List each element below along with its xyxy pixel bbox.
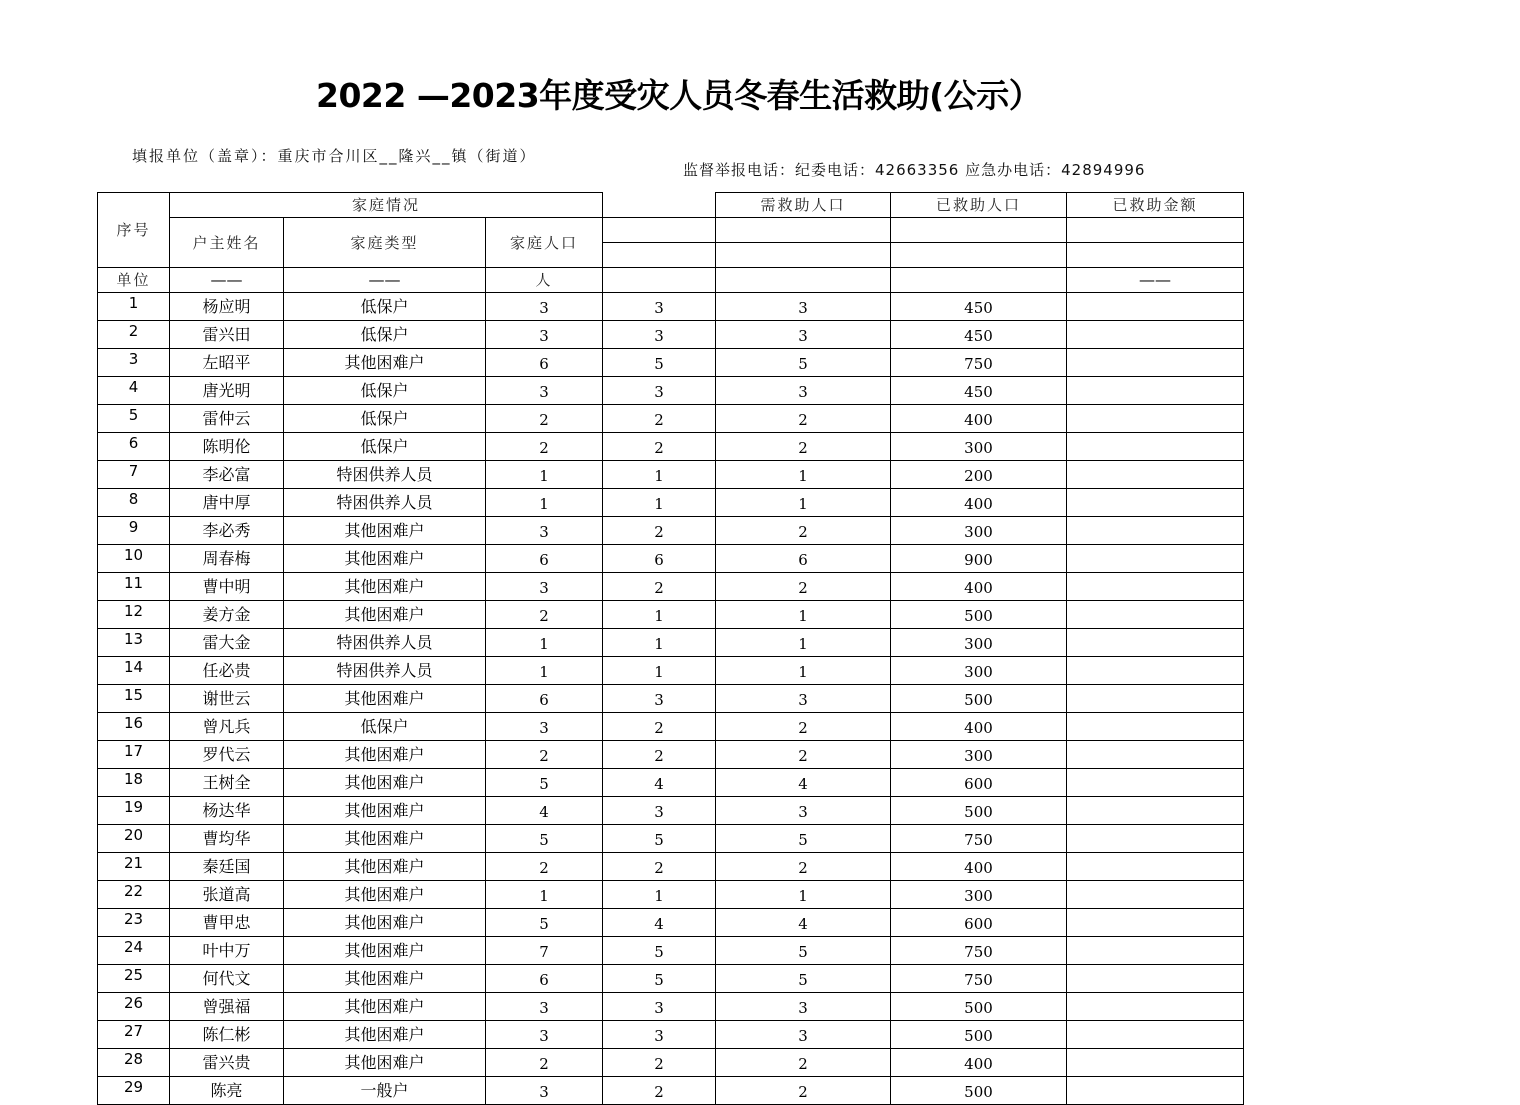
cell-need-aid-pop: 2	[603, 713, 716, 741]
cell-family-pop: 2	[486, 433, 603, 461]
cell-aided-amount: 500	[891, 1077, 1067, 1105]
cell-aided-pop: 3	[716, 377, 891, 405]
cell-aided-amount: 300	[891, 629, 1067, 657]
cell-aided-pop: 4	[716, 769, 891, 797]
cell-no: 4	[98, 377, 170, 405]
cell-aided-pop: 5	[716, 965, 891, 993]
cell-no: 5	[98, 405, 170, 433]
header-empty-cell	[603, 218, 716, 243]
cell-aided-pop: 2	[716, 1077, 891, 1105]
cell-family-type: 低保户	[284, 321, 486, 349]
cell-aided-pop: 5	[716, 349, 891, 377]
unit-row-type: ——	[284, 268, 486, 293]
table-row	[98, 769, 1244, 797]
cell-no: 6	[98, 433, 170, 461]
cell-family-type: 低保户	[284, 433, 486, 461]
table-row	[98, 881, 1244, 909]
cell-head-name: 雷仲云	[170, 405, 284, 433]
cell-blank	[1067, 349, 1244, 377]
cell-family-pop: 3	[486, 321, 603, 349]
cell-family-pop: 1	[486, 881, 603, 909]
cell-family-pop: 2	[486, 601, 603, 629]
cell-aided-amount: 500	[891, 685, 1067, 713]
cell-aided-amount: 400	[891, 713, 1067, 741]
cell-need-aid-pop: 1	[603, 489, 716, 517]
table-row	[98, 321, 1244, 349]
table-row	[98, 797, 1244, 825]
table-row	[98, 713, 1244, 741]
header-empty-cell	[891, 218, 1067, 243]
cell-family-pop: 1	[486, 461, 603, 489]
cell-family-pop: 3	[486, 293, 603, 321]
cell-aided-pop: 2	[716, 405, 891, 433]
cell-no: 25	[98, 965, 170, 993]
cell-head-name: 唐中厚	[170, 489, 284, 517]
cell-family-pop: 5	[486, 909, 603, 937]
cell-head-name: 任必贵	[170, 657, 284, 685]
cell-need-aid-pop: 2	[603, 433, 716, 461]
header-empty-cell	[716, 218, 891, 243]
cell-aided-pop: 4	[716, 909, 891, 937]
unit-row-label: 单位	[98, 268, 170, 293]
cell-head-name: 杨达华	[170, 797, 284, 825]
table-row	[98, 433, 1244, 461]
cell-need-aid-pop: 6	[603, 545, 716, 573]
cell-family-type: 其他困难户	[284, 797, 486, 825]
table-row	[98, 993, 1244, 1021]
table-row	[98, 741, 1244, 769]
cell-aided-amount: 300	[891, 741, 1067, 769]
cell-no: 7	[98, 461, 170, 489]
cell-aided-pop: 5	[716, 937, 891, 965]
cell-family-type: 其他困难户	[284, 853, 486, 881]
cell-aided-pop: 2	[716, 853, 891, 881]
cell-family-type: 其他困难户	[284, 937, 486, 965]
cell-family-pop: 3	[486, 573, 603, 601]
cell-family-type: 其他困难户	[284, 769, 486, 797]
cell-aided-pop: 3	[716, 1021, 891, 1049]
cell-blank	[1067, 433, 1244, 461]
cell-need-aid-pop: 2	[603, 405, 716, 433]
cell-head-name: 叶中万	[170, 937, 284, 965]
cell-family-pop: 2	[486, 405, 603, 433]
table-row	[98, 965, 1244, 993]
cell-no: 17	[98, 741, 170, 769]
cell-blank	[1067, 657, 1244, 685]
cell-need-aid-pop: 2	[603, 517, 716, 545]
cell-no: 27	[98, 1021, 170, 1049]
cell-family-type: 其他困难户	[284, 881, 486, 909]
cell-no: 20	[98, 825, 170, 853]
cell-no: 26	[98, 993, 170, 1021]
cell-head-name: 雷兴田	[170, 321, 284, 349]
cell-aided-pop: 1	[716, 657, 891, 685]
cell-aided-pop: 2	[716, 573, 891, 601]
cell-blank	[1067, 321, 1244, 349]
cell-aided-amount: 600	[891, 769, 1067, 797]
cell-head-name: 何代文	[170, 965, 284, 993]
cell-family-pop: 3	[486, 517, 603, 545]
cell-need-aid-pop: 2	[603, 573, 716, 601]
cell-aided-amount: 750	[891, 965, 1067, 993]
cell-blank	[1067, 461, 1244, 489]
cell-aided-pop: 2	[716, 741, 891, 769]
cell-head-name: 曾凡兵	[170, 713, 284, 741]
cell-aided-pop: 3	[716, 993, 891, 1021]
cell-blank	[1067, 853, 1244, 881]
cell-no: 8	[98, 489, 170, 517]
cell-need-aid-pop: 2	[603, 853, 716, 881]
table-row	[98, 629, 1244, 657]
cell-aided-amount: 400	[891, 489, 1067, 517]
cell-no: 16	[98, 713, 170, 741]
cell-aided-amount: 450	[891, 321, 1067, 349]
cell-aided-amount: 500	[891, 797, 1067, 825]
cell-need-aid-pop: 1	[603, 657, 716, 685]
filler-unit: 填报单位（盖章）：重庆市合川区__隆兴__镇（街道）	[132, 147, 537, 165]
cell-aided-amount: 300	[891, 517, 1067, 545]
header-family-pop: 家庭人口	[486, 218, 603, 268]
table-row	[98, 517, 1244, 545]
cell-family-pop: 5	[486, 825, 603, 853]
table-row	[98, 1077, 1244, 1105]
cell-aided-amount: 300	[891, 657, 1067, 685]
header-aided-amount: 已救助金额	[1067, 193, 1244, 218]
cell-head-name: 秦廷国	[170, 853, 284, 881]
cell-blank	[1067, 293, 1244, 321]
cell-no: 11	[98, 573, 170, 601]
cell-blank	[1067, 881, 1244, 909]
cell-aided-pop: 3	[716, 685, 891, 713]
table-row	[98, 349, 1244, 377]
cell-blank	[1067, 1049, 1244, 1077]
cell-need-aid-pop: 4	[603, 909, 716, 937]
unit-row-empty	[603, 268, 716, 293]
cell-family-type: 低保户	[284, 293, 486, 321]
header-seq: 序号	[98, 193, 170, 268]
cell-blank	[1067, 769, 1244, 797]
unit-row-amount: ——	[1067, 268, 1244, 293]
cell-no: 28	[98, 1049, 170, 1077]
cell-no: 9	[98, 517, 170, 545]
cell-no: 1	[98, 293, 170, 321]
cell-blank	[1067, 573, 1244, 601]
cell-head-name: 曾强福	[170, 993, 284, 1021]
cell-aided-pop: 1	[716, 601, 891, 629]
cell-blank	[1067, 685, 1244, 713]
cell-family-type: 其他困难户	[284, 965, 486, 993]
cell-aided-pop: 5	[716, 825, 891, 853]
cell-blank	[1067, 601, 1244, 629]
cell-head-name: 谢世云	[170, 685, 284, 713]
cell-family-pop: 3	[486, 1021, 603, 1049]
cell-family-type: 低保户	[284, 405, 486, 433]
table-row	[98, 853, 1244, 881]
unit-row-empty	[716, 268, 891, 293]
header-empty-cell	[603, 243, 716, 268]
cell-need-aid-pop: 4	[603, 769, 716, 797]
table-row	[98, 1021, 1244, 1049]
cell-head-name: 曹中明	[170, 573, 284, 601]
cell-family-type: 其他困难户	[284, 601, 486, 629]
cell-need-aid-pop: 5	[603, 937, 716, 965]
cell-family-pop: 3	[486, 1077, 603, 1105]
cell-aided-amount: 500	[891, 601, 1067, 629]
cell-aided-amount: 750	[891, 937, 1067, 965]
cell-family-pop: 6	[486, 349, 603, 377]
cell-aided-amount: 450	[891, 377, 1067, 405]
cell-need-aid-pop: 2	[603, 1077, 716, 1105]
cell-family-pop: 3	[486, 993, 603, 1021]
cell-family-type: 低保户	[284, 377, 486, 405]
cell-aided-pop: 3	[716, 797, 891, 825]
table-row	[98, 601, 1244, 629]
header-head-name: 户主姓名	[170, 218, 284, 268]
cell-no: 15	[98, 685, 170, 713]
cell-need-aid-pop: 3	[603, 993, 716, 1021]
cell-blank	[1067, 993, 1244, 1021]
cell-aided-pop: 1	[716, 629, 891, 657]
header-empty-cell	[1067, 243, 1244, 268]
cell-no: 24	[98, 937, 170, 965]
cell-family-type: 其他困难户	[284, 349, 486, 377]
cell-no: 18	[98, 769, 170, 797]
cell-blank	[1067, 1021, 1244, 1049]
cell-blank	[1067, 797, 1244, 825]
cell-head-name: 罗代云	[170, 741, 284, 769]
cell-family-type: 其他困难户	[284, 573, 486, 601]
cell-family-type: 低保户	[284, 713, 486, 741]
cell-blank	[1067, 545, 1244, 573]
table-row	[98, 405, 1244, 433]
cell-need-aid-pop: 1	[603, 461, 716, 489]
cell-blank	[1067, 909, 1244, 937]
cell-blank	[1067, 741, 1244, 769]
cell-family-type: 其他困难户	[284, 993, 486, 1021]
cell-need-aid-pop: 1	[603, 601, 716, 629]
cell-head-name: 杨应明	[170, 293, 284, 321]
table-row	[98, 1049, 1244, 1077]
table-row	[98, 825, 1244, 853]
cell-family-type: 其他困难户	[284, 1049, 486, 1077]
cell-family-type: 其他困难户	[284, 1021, 486, 1049]
cell-aided-pop: 2	[716, 517, 891, 545]
cell-blank	[1067, 405, 1244, 433]
header-aided-pop: 已救助人口	[891, 193, 1067, 218]
cell-family-pop: 4	[486, 797, 603, 825]
cell-aided-pop: 1	[716, 461, 891, 489]
cell-family-type: 一般户	[284, 1077, 486, 1105]
cell-need-aid-pop: 3	[603, 293, 716, 321]
cell-head-name: 陈明伦	[170, 433, 284, 461]
table-row	[98, 293, 1244, 321]
cell-head-name: 雷兴贵	[170, 1049, 284, 1077]
cell-family-pop: 7	[486, 937, 603, 965]
cell-no: 10	[98, 545, 170, 573]
cell-aided-amount: 400	[891, 853, 1067, 881]
cell-no: 14	[98, 657, 170, 685]
cell-blank	[1067, 377, 1244, 405]
cell-family-pop: 6	[486, 685, 603, 713]
cell-aided-amount: 200	[891, 461, 1067, 489]
cell-need-aid-pop: 5	[603, 825, 716, 853]
cell-aided-amount: 300	[891, 433, 1067, 461]
cell-family-pop: 6	[486, 545, 603, 573]
table-row	[98, 937, 1244, 965]
unit-row-pop: 人	[486, 268, 603, 293]
cell-aided-amount: 450	[891, 293, 1067, 321]
cell-blank	[1067, 825, 1244, 853]
cell-family-type: 特困供养人员	[284, 461, 486, 489]
cell-head-name: 左昭平	[170, 349, 284, 377]
header-empty-cell	[891, 243, 1067, 268]
cell-aided-amount: 750	[891, 349, 1067, 377]
cell-family-type: 特困供养人员	[284, 629, 486, 657]
cell-blank	[1067, 965, 1244, 993]
cell-family-pop: 1	[486, 489, 603, 517]
table-row	[98, 657, 1244, 685]
cell-no: 21	[98, 853, 170, 881]
cell-family-pop: 3	[486, 713, 603, 741]
cell-head-name: 姜方金	[170, 601, 284, 629]
hotline-info: 监督举报电话：纪委电话：42663356 应急办电话：42894996	[683, 161, 1146, 179]
cell-aided-pop: 6	[716, 545, 891, 573]
cell-aided-pop: 1	[716, 489, 891, 517]
cell-family-type: 其他困难户	[284, 741, 486, 769]
cell-family-pop: 2	[486, 741, 603, 769]
cell-need-aid-pop: 5	[603, 349, 716, 377]
document-title: 2022 —2023年度受灾人员冬春生活救助(公示）	[316, 76, 1042, 115]
cell-head-name: 王树全	[170, 769, 284, 797]
cell-need-aid-pop: 1	[603, 629, 716, 657]
cell-no: 22	[98, 881, 170, 909]
cell-head-name: 唐光明	[170, 377, 284, 405]
header-family-type: 家庭类型	[284, 218, 486, 268]
cell-need-aid-pop: 3	[603, 377, 716, 405]
cell-family-type: 特困供养人员	[284, 657, 486, 685]
cell-need-aid-pop: 3	[603, 685, 716, 713]
cell-aided-amount: 500	[891, 993, 1067, 1021]
cell-family-type: 特困供养人员	[284, 489, 486, 517]
cell-family-type: 其他困难户	[284, 517, 486, 545]
cell-no: 23	[98, 909, 170, 937]
table-row	[98, 545, 1244, 573]
cell-family-pop: 1	[486, 629, 603, 657]
cell-aided-amount: 400	[891, 1049, 1067, 1077]
cell-aided-pop: 1	[716, 881, 891, 909]
cell-need-aid-pop: 3	[603, 1021, 716, 1049]
table-row	[98, 909, 1244, 937]
cell-no: 2	[98, 321, 170, 349]
cell-head-name: 周春梅	[170, 545, 284, 573]
cell-blank	[1067, 937, 1244, 965]
cell-aided-pop: 3	[716, 321, 891, 349]
table-row	[98, 377, 1244, 405]
cell-head-name: 李必富	[170, 461, 284, 489]
cell-aided-amount: 600	[891, 909, 1067, 937]
cell-aided-amount: 400	[891, 573, 1067, 601]
cell-aided-amount: 400	[891, 405, 1067, 433]
cell-head-name: 李必秀	[170, 517, 284, 545]
table-row	[98, 489, 1244, 517]
header-empty-cell	[716, 243, 891, 268]
table-row	[98, 461, 1244, 489]
cell-no: 12	[98, 601, 170, 629]
table-row	[98, 573, 1244, 601]
cell-need-aid-pop: 2	[603, 741, 716, 769]
cell-aided-amount: 900	[891, 545, 1067, 573]
header-empty-cell	[1067, 218, 1244, 243]
header-blank	[603, 193, 716, 218]
cell-need-aid-pop: 3	[603, 321, 716, 349]
cell-family-type: 其他困难户	[284, 545, 486, 573]
cell-blank	[1067, 517, 1244, 545]
cell-need-aid-pop: 1	[603, 881, 716, 909]
cell-head-name: 张道高	[170, 881, 284, 909]
unit-row-name: ——	[170, 268, 284, 293]
cell-aided-amount: 750	[891, 825, 1067, 853]
cell-head-name: 陈亮	[170, 1077, 284, 1105]
cell-head-name: 曹甲忠	[170, 909, 284, 937]
cell-family-pop: 5	[486, 769, 603, 797]
cell-no: 3	[98, 349, 170, 377]
cell-need-aid-pop: 2	[603, 1049, 716, 1077]
cell-head-name: 雷大金	[170, 629, 284, 657]
cell-family-pop: 1	[486, 657, 603, 685]
aid-table	[97, 192, 1244, 1105]
cell-blank	[1067, 713, 1244, 741]
cell-aided-amount: 300	[891, 881, 1067, 909]
cell-blank	[1067, 629, 1244, 657]
header-need-aid-pop: 需救助人口	[716, 193, 891, 218]
header-family-info: 家庭情况	[170, 193, 603, 218]
cell-need-aid-pop: 5	[603, 965, 716, 993]
cell-aided-amount: 500	[891, 1021, 1067, 1049]
cell-family-pop: 2	[486, 853, 603, 881]
cell-family-type: 其他困难户	[284, 909, 486, 937]
cell-family-pop: 3	[486, 377, 603, 405]
cell-head-name: 曹均华	[170, 825, 284, 853]
cell-blank	[1067, 1077, 1244, 1105]
cell-no: 19	[98, 797, 170, 825]
cell-no: 13	[98, 629, 170, 657]
cell-aided-pop: 2	[716, 713, 891, 741]
cell-aided-pop: 2	[716, 433, 891, 461]
cell-family-pop: 6	[486, 965, 603, 993]
cell-no: 29	[98, 1077, 170, 1105]
cell-family-type: 其他困难户	[284, 825, 486, 853]
cell-head-name: 陈仁彬	[170, 1021, 284, 1049]
cell-aided-pop: 2	[716, 1049, 891, 1077]
cell-need-aid-pop: 3	[603, 797, 716, 825]
cell-family-type: 其他困难户	[284, 685, 486, 713]
cell-aided-pop: 3	[716, 293, 891, 321]
table-row	[98, 685, 1244, 713]
cell-family-pop: 2	[486, 1049, 603, 1077]
unit-row-empty	[891, 268, 1067, 293]
cell-blank	[1067, 489, 1244, 517]
